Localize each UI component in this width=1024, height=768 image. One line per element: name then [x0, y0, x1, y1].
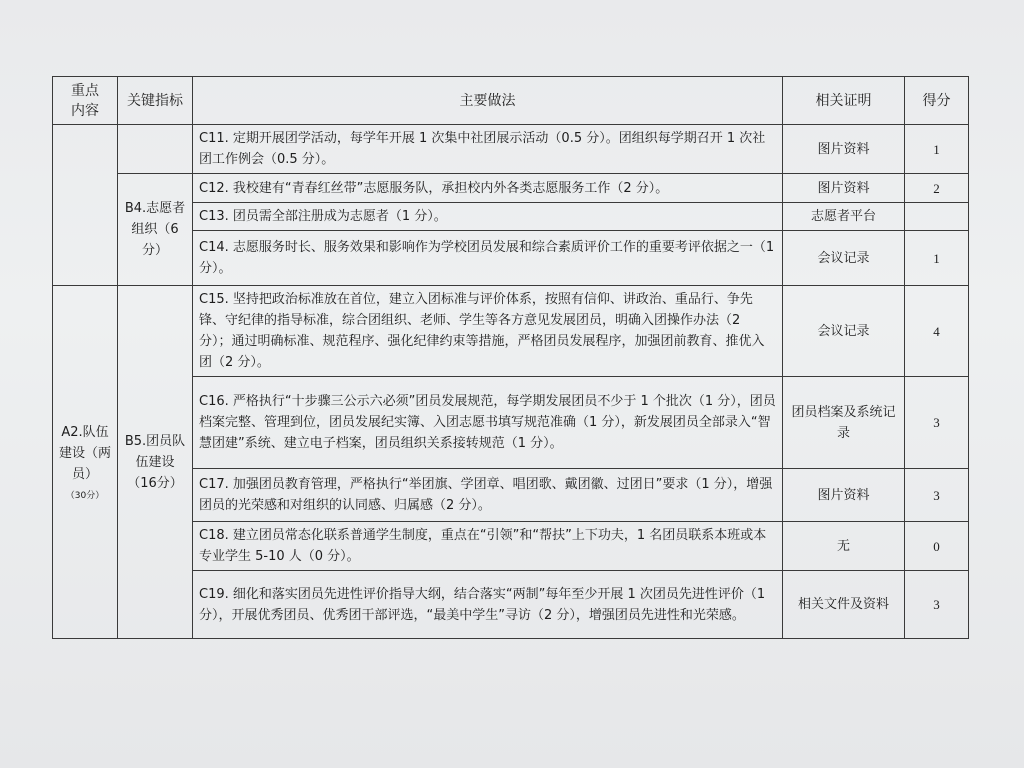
practice-c13: C13. 团员需全部注册成为志愿者（1 分）。 — [193, 203, 783, 231]
practice-c12: C12. 我校建有“青春红丝带”志愿服务队，承担校内外各类志愿服务工作（2 分）。 — [193, 174, 783, 203]
header-key-content: 重点 内容 — [53, 77, 118, 125]
proof-c15: 会议记录 — [783, 286, 905, 377]
score-c16: 3 — [905, 377, 969, 469]
indicator-b5: B5.团员队伍建设（16分） — [118, 286, 193, 639]
table-row — [53, 125, 969, 174]
indicator-b4: B4.志愿者组织（6分） — [118, 174, 193, 286]
content-cell-empty — [53, 125, 118, 286]
practice-c18: C18. 建立团员常态化联系普通学生制度，重点在“引领”和“帮扶”上下功夫，1 名团员联系本班或本专业学生 5-10 人（0 分）。 — [193, 522, 783, 571]
header-score: 得分 — [905, 77, 969, 125]
table-row — [53, 286, 969, 377]
table-row — [53, 174, 969, 203]
practice-c11: C11. 定期开展团学活动，每学年开展 1 次集中社团展示活动（0.5 分）。团组织每学期召开 1 次社团工作例会（0.5 分）。 — [193, 125, 783, 174]
content-a2-points: （30分） — [65, 490, 105, 501]
evaluation-table — [52, 76, 969, 639]
proof-c12: 图片资料 — [783, 174, 905, 203]
score-c18: 0 — [905, 522, 969, 571]
proof-c17: 图片资料 — [783, 469, 905, 522]
practice-c19: C19. 细化和落实团员先进性评价指导大纲，结合落实“两制”每年至少开展 1 次团员先进性评价（1 分），开展优秀团员、优秀团干部评选，“最美中学生”寻访（2 分），增强团员先进性和光荣感。 — [193, 571, 783, 639]
proof-c18: 无 — [783, 522, 905, 571]
indicator-cell-empty — [118, 125, 193, 174]
score-c11: 1 — [905, 125, 969, 174]
header-row — [53, 77, 969, 125]
content-a2 — [53, 286, 118, 639]
content-a2-label: A2.队伍建设（两员） — [59, 424, 112, 482]
score-c14: 1 — [905, 231, 969, 286]
score-c17: 3 — [905, 469, 969, 522]
score-c19: 3 — [905, 571, 969, 639]
header-main-practice: 主要做法 — [193, 77, 783, 125]
proof-c16: 团员档案及系统记录 — [783, 377, 905, 469]
header-key-indicator: 关键指标 — [118, 77, 193, 125]
header-related-proof: 相关证明 — [783, 77, 905, 125]
proof-c19: 相关文件及资料 — [783, 571, 905, 639]
practice-c17: C17. 加强团员教育管理，严格执行“举团旗、学团章、唱团歌、戴团徽、过团日”要求（1 分），增强团员的光荣感和对组织的认同感、归属感（2 分）。 — [193, 469, 783, 522]
score-c13 — [905, 203, 969, 231]
practice-c16: C16. 严格执行“十步骤三公示六必须”团员发展规范，每学期发展团员不少于 1 个批次（1 分），团员档案完整、管理到位，团员发展纪实簿、入团志愿书填写规范准确（1 分），新发展团员全部录入“智慧团建”系统、建立电子档案，团员组织关系接转规范（1 分）。 — [193, 377, 783, 469]
score-c15: 4 — [905, 286, 969, 377]
score-c12: 2 — [905, 174, 969, 203]
practice-c15: C15. 坚持把政治标准放在首位，建立入团标准与评价体系，按照有信仰、讲政治、重品行、争先锋、守纪律的指导标准，综合团组织、老师、学生等各方意见发展团员，明确入团操作办法（2 分）；通过明确标准、规范程序、强化纪律约束等措施，严格团员发展程序，加强团前教育、推优入团（2 分）。 — [193, 286, 783, 377]
proof-c14: 会议记录 — [783, 231, 905, 286]
proof-c11: 图片资料 — [783, 125, 905, 174]
proof-c13: 志愿者平台 — [783, 203, 905, 231]
practice-c14: C14. 志愿服务时长、服务效果和影响作为学校团员发展和综合素质评价工作的重要考评依据之一（1 分）。 — [193, 231, 783, 286]
